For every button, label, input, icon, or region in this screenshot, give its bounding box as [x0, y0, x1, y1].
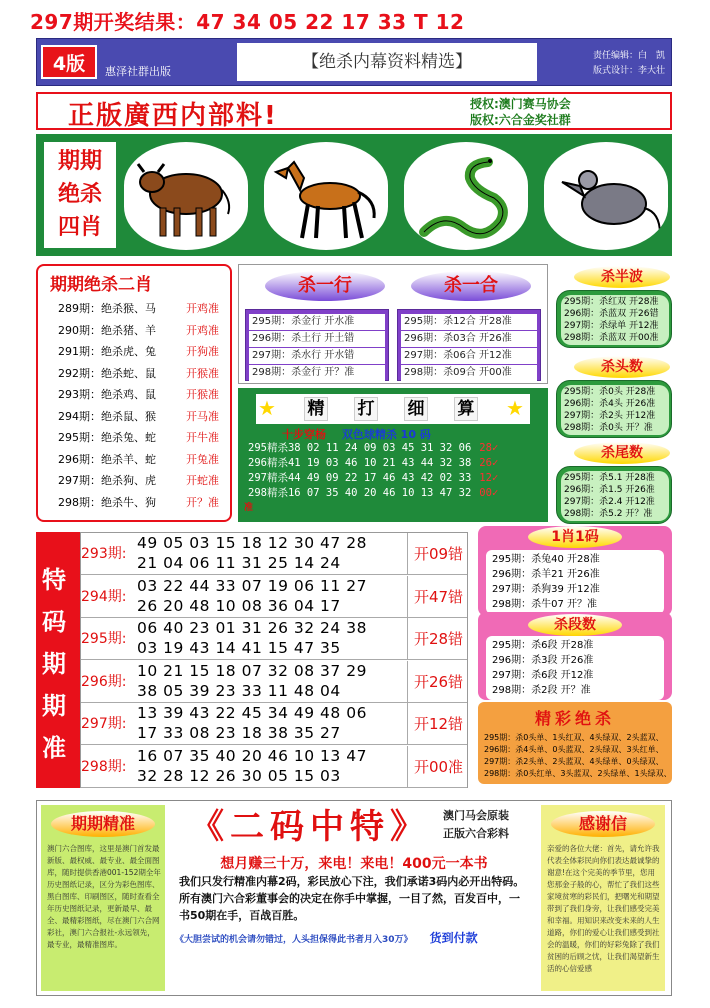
- slogan-banner: [36, 92, 672, 130]
- list-item: 297期：杀2.4 开12准: [564, 497, 655, 507]
- table-row: [58, 429, 228, 445]
- row-text: 298期：绝杀牛、狗: [58, 495, 156, 509]
- two-code-header: [171, 803, 535, 851]
- issue-label: 298期:: [81, 758, 127, 775]
- list-item: 296期：杀1.5 开26准: [564, 485, 655, 495]
- list-item: 298期：杀蓝双 开00准: [564, 333, 659, 343]
- left-title: 期期精准: [51, 811, 155, 837]
- label-line: 四肖: [57, 215, 102, 240]
- list-item: 295期：杀5.1 开28准: [564, 473, 655, 483]
- issue-label: 296期:: [81, 673, 127, 690]
- ox-icon: [124, 142, 248, 250]
- half-wave-box: [556, 290, 672, 348]
- row-text: 295精杀38 02 11 24 09 03 45 31 32 06: [248, 442, 472, 454]
- seg-num-box: [478, 612, 672, 700]
- number-line: 49 05 03 15 18 12 30 47 28: [137, 534, 367, 552]
- tail-num-list: [561, 471, 669, 521]
- title-char: 算: [454, 397, 478, 421]
- list-item: 298期：杀牛07 开？准: [492, 599, 597, 610]
- table-row: [58, 494, 228, 510]
- kill-combo-list: [397, 309, 541, 381]
- row-result: 开？准: [186, 495, 219, 509]
- subtitle-part: 十步穿杨: [282, 428, 326, 441]
- row-text: 296精杀41 19 03 46 10 21 43 44 32 38: [248, 457, 472, 469]
- featured-kill-box: [478, 702, 672, 784]
- list-item: 296期：杀蓝双 开26错: [564, 309, 659, 319]
- table-row: [58, 472, 228, 488]
- row-text: 292期：绝杀蛇、鼠: [58, 366, 156, 380]
- list-item: 295期：杀0头单、1头红双、4头绿双、2头蓝双、: [484, 733, 664, 742]
- row-result: 28✓: [479, 442, 499, 454]
- tail-num-title: 杀尾数: [574, 442, 670, 464]
- featured-kill-title: 精彩绝杀: [534, 709, 615, 728]
- row-result: 开26错: [407, 661, 469, 703]
- list-item: 297期：杀狗39 开12准: [492, 584, 600, 595]
- seg-num-list: [486, 636, 664, 700]
- table-row: [58, 322, 228, 338]
- row-result: 开47错: [407, 576, 469, 618]
- issue-label: 293期:: [81, 546, 127, 562]
- label-line: 绝杀: [57, 182, 102, 207]
- cod-label: 货到付款: [429, 931, 478, 945]
- table-row: [248, 470, 498, 485]
- auth-line-2: 版权:六合金奖社群: [470, 113, 571, 127]
- list-item: 298期：杀5.2 开？准: [564, 509, 653, 519]
- edition-badge: 4版: [41, 45, 97, 79]
- number-line: 21 04 06 11 31 25 14 24: [137, 554, 341, 572]
- kill-row-list: [245, 309, 389, 381]
- row-result: 开28错: [407, 618, 469, 660]
- row-text: 294期：绝杀鼠、猴: [58, 409, 156, 423]
- table-row: [58, 386, 228, 402]
- list-item: 298期：杀0头红单、3头蓝双、2头绿单、1头绿双、: [484, 769, 672, 778]
- table-row: [58, 343, 228, 359]
- row-result: 开马准: [186, 409, 219, 423]
- row-result: 开猴准: [186, 388, 219, 401]
- number-line: 16 07 35 40 20 46 10 13 47: [137, 746, 367, 765]
- list-item: 296期：杀土行 开土错: [249, 331, 385, 347]
- issue-label: 295期:: [81, 631, 127, 647]
- precise-calc-title: [256, 394, 530, 424]
- row-text: 296期：绝杀羊、蛇: [58, 452, 156, 466]
- two-code-footer: [175, 929, 533, 946]
- thank-you-letter-box: [541, 805, 665, 991]
- number-line: 32 28 12 26 30 05 15 03: [137, 766, 341, 785]
- rat-icon: [544, 142, 668, 250]
- kill-combo-title: 杀一合: [411, 271, 531, 301]
- table-row: [248, 455, 498, 470]
- table-row: [248, 485, 498, 500]
- precise-every-issue-box: [41, 805, 165, 991]
- row-text: 295期：绝杀兔、蛇: [58, 431, 156, 444]
- list-item: 297期：杀06合 开12准: [401, 348, 537, 364]
- row-text: 289期：绝杀猴、马: [58, 302, 156, 315]
- side-char: 特: [42, 566, 66, 594]
- kill-row-combo-box: [238, 264, 548, 384]
- row-result: 开00准: [407, 746, 469, 788]
- list-item: 296期：杀3段 开26准: [492, 655, 594, 666]
- row-result: 12✓: [479, 472, 499, 484]
- draw-result-title: 297期开奖结果：47 34 05 22 17 33 T 12: [30, 10, 465, 34]
- row-text: 298精杀16 07 35 40 20 46 10 13 47 32: [248, 487, 472, 499]
- auth-line-1: 授权:澳门赛马协会: [470, 97, 571, 111]
- list-item: 298期：杀09合 开00准: [401, 365, 537, 381]
- list-item: 297期：杀6段 开12准: [492, 670, 594, 681]
- half-wave-list: [561, 295, 669, 345]
- head-num-title: 杀头数: [574, 356, 670, 378]
- table-row: [81, 533, 467, 575]
- list-item: 295期：杀6段 开28准: [492, 640, 594, 651]
- side-char: 准: [42, 734, 66, 762]
- list-item: 297期：杀2头单、2头蓝双、4头绿单、0头绿双、: [484, 757, 664, 766]
- editor-credits: [593, 49, 665, 79]
- row-result: 开猴准: [186, 366, 219, 380]
- table-row: [58, 365, 228, 381]
- side-char: 码: [42, 608, 66, 636]
- kill-row-title: 杀一行: [265, 271, 385, 301]
- editor-line: 责任编辑：白 凯: [593, 51, 666, 61]
- head-num-box: [556, 380, 672, 438]
- title-char: 打: [354, 397, 378, 421]
- row-result: 开09错: [407, 533, 469, 575]
- number-line: 10 21 15 18 07 32 08 37 29: [137, 661, 367, 680]
- kill-two-zodiac-box: [36, 264, 232, 522]
- list-item: 296期：杀4头单、0头蓝双、2头绿双、3头红单、: [484, 745, 664, 754]
- list-item: 295期：杀12合 开28准: [401, 314, 537, 330]
- number-line: 03 22 44 33 07 19 06 11 27: [137, 576, 367, 595]
- side-char: 期: [42, 692, 66, 720]
- left-text: 澳门六合图库，这里是澳门首发最新版、最权威、最专业、最全面图库，随时提供香港001-152期全年历史图纸记录，区分为彩色图库、黑白图库、印刷图区，随时查看全年历史图纸记录，更新最早、最全、最精彩图纸，尽在澳门六合网彩社，澳门六合报社-永远领先，最专业，最精准图库。: [47, 844, 161, 949]
- label-line: 期期: [57, 149, 102, 174]
- designer-line: 版式设计：李大壮: [593, 66, 666, 76]
- list-item: 298期：杀金行 开？准: [249, 365, 385, 381]
- subtitle-part: 双色球精杀 10 码: [341, 428, 431, 441]
- side-char: 期: [42, 650, 66, 678]
- two-code-body: 我们只发行精准内幕2码，彩民放心下注，我们承诺3码内必开出特码。所有澳门六合彩董事会的决定在你手中掌握，一目了然，百发百中，一书50期在手，百战百胜。: [179, 875, 525, 922]
- authorization-text: [470, 96, 571, 128]
- title-char: 精: [304, 397, 328, 421]
- star-icon: ★: [258, 396, 276, 420]
- row-text: 293期：绝杀鸡、鼠: [58, 388, 156, 401]
- list-item: 298期：杀0头 开？准: [564, 423, 653, 433]
- page-title: 【绝杀内幕资料精选】: [237, 43, 537, 81]
- table-row: [81, 746, 467, 788]
- slogan-text: 正版廣西内部料!: [68, 101, 278, 131]
- tail-num-box: [556, 466, 672, 524]
- stamp-mark: 准: [244, 503, 254, 513]
- row-text: 297期：绝杀狗、虎: [58, 474, 156, 487]
- row-result: 开兔准: [186, 452, 219, 466]
- list-item: 295期：杀红双 开28准: [564, 297, 659, 307]
- right-title: 感谢信: [551, 811, 655, 837]
- table-row: [248, 440, 498, 455]
- table-row: [81, 618, 467, 660]
- special-code-table: [80, 532, 468, 788]
- one-code-title: 1肖1码: [528, 526, 622, 548]
- one-code-box: [478, 526, 672, 616]
- row-result: 开鸡准: [186, 323, 219, 337]
- list-item: 298期：杀2段 开？准: [492, 685, 591, 696]
- list-item: 295期：杀金行 开水准: [249, 314, 385, 330]
- list-item: 297期：杀2头 开12准: [564, 411, 656, 421]
- table-row: [81, 661, 467, 703]
- row-result: 开12错: [407, 703, 469, 745]
- row-text: 290期：绝杀猪、羊: [58, 323, 156, 337]
- number-line: 17 33 08 23 18 38 35 27: [137, 724, 341, 742]
- row-result: 开牛准: [186, 431, 219, 444]
- title-char: 细: [404, 397, 428, 421]
- half-wave-title: 杀半波: [574, 266, 670, 288]
- list-item: 295期：杀0头 开28准: [564, 387, 656, 397]
- list-item: 296期：杀4头 开26准: [564, 399, 656, 409]
- issue-label: 294期:: [81, 588, 127, 605]
- list-item: 296期：杀03合 开26准: [401, 331, 537, 347]
- list-item: 295期：杀兔40 开28准: [492, 554, 600, 565]
- number-line: 26 20 48 10 08 36 04 17: [137, 596, 341, 615]
- right-text: 亲爱的各位大佬：首先，请允许我代表全体彩民向你们表达最诚挚的谢意!在这个完美的季节里，您用您那金子般的心，帮忙了我们这些家境贫寒的彩民们，把曙光和期望带到了我们身旁，让我们感受完美和幸福。用知识来改变未来的人生道路，你们的爱心让我们感受到社会的温暖，你们的好彩兔除了我们贫困的后顾之忧，让我们渴望新生活的心信爱感: [547, 844, 660, 973]
- tagline-line: 正版六合彩料: [443, 827, 509, 840]
- table-row: [58, 408, 228, 424]
- list-item: 296期：杀羊21 开26准: [492, 569, 600, 580]
- two-code-title: 《二码中特》: [190, 807, 430, 847]
- footer-text: 《大胆尝试的机会请勿错过，人头担保得此书者月入30万》: [175, 935, 413, 945]
- row-result: 开鸡准: [186, 302, 219, 315]
- special-code-label: [36, 532, 80, 788]
- list-item: 297期：杀绿单 开12准: [564, 321, 659, 331]
- list-item: 297期：杀水行 开水错: [249, 348, 385, 364]
- row-result: 开狗准: [186, 345, 219, 358]
- header-banner: [36, 38, 672, 86]
- number-line: 13 39 43 22 45 34 49 48 06: [137, 704, 367, 722]
- table-row: [58, 451, 228, 467]
- row-result: 开蛇准: [186, 474, 219, 487]
- head-num-list: [561, 385, 669, 435]
- two-code-tagline: [443, 807, 509, 843]
- dog-icon: [264, 142, 388, 250]
- row-text: 291期：绝杀虎、兔: [58, 345, 156, 358]
- row-text: 297精杀44 49 09 22 17 46 43 42 02 33: [248, 472, 472, 484]
- issue-label: 297期:: [81, 716, 127, 732]
- tagline-line: 澳门马会原装: [443, 809, 509, 822]
- kill-four-panel: [36, 134, 672, 256]
- bottom-section: [36, 800, 672, 996]
- number-line: 06 40 23 01 31 26 32 24 38: [137, 619, 367, 637]
- kill-four-label: [44, 142, 116, 248]
- number-line: 03 19 43 14 41 15 47 35: [137, 639, 341, 657]
- kill-two-title: 期期绝杀二肖: [50, 275, 152, 295]
- publisher-label: 惠泽社群出版: [105, 65, 171, 78]
- precise-calc-box: [238, 388, 548, 522]
- number-line: 38 05 39 23 33 11 48 04: [137, 681, 341, 700]
- seg-num-title: 杀段数: [528, 614, 622, 636]
- one-code-list: [486, 550, 664, 614]
- table-row: [81, 576, 467, 618]
- two-code-subtitle: 想月赚三十万，来电！来电！400元一本书: [220, 856, 488, 872]
- snake-icon: [404, 142, 528, 250]
- table-row: [81, 703, 467, 745]
- row-result: 00✓: [479, 487, 499, 499]
- star-icon: ★: [506, 396, 524, 420]
- table-row: [58, 300, 228, 316]
- row-result: 26✓: [479, 457, 499, 469]
